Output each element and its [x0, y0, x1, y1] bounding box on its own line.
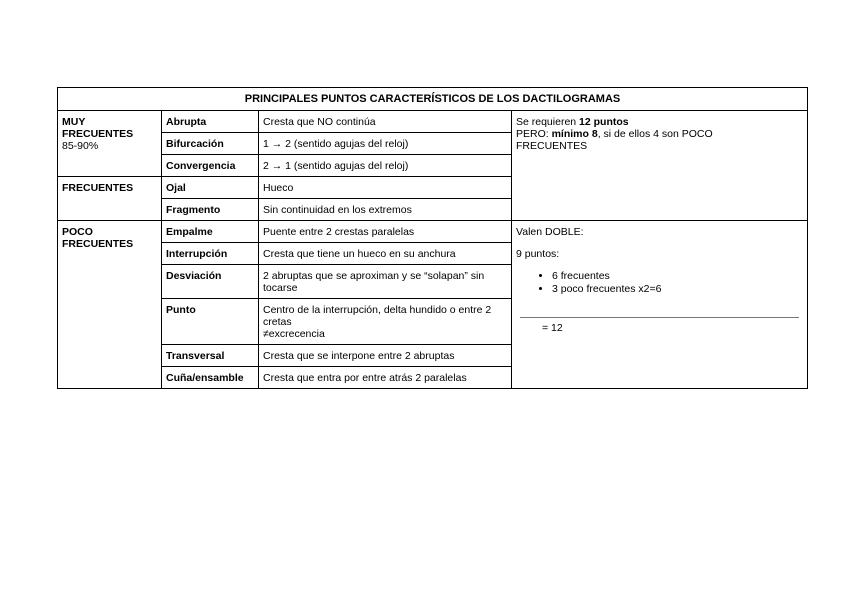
- point-name: Cuña/ensamble: [162, 367, 259, 389]
- group-label-line1: MUY: [62, 116, 86, 128]
- point-description: Hueco: [259, 177, 512, 199]
- point-name: Desviación: [162, 265, 259, 299]
- scoring-list: [516, 270, 803, 295]
- point-name: Punto: [162, 299, 259, 345]
- point-description: Cresta que entra por entre atrás 2 paralelas: [259, 367, 512, 389]
- point-name: Transversal: [162, 345, 259, 367]
- point-name: Ojal: [162, 177, 259, 199]
- table-row: [58, 111, 808, 133]
- note-prefix: Se requieren: [516, 116, 580, 128]
- desc-line: Centro de la interrupción, delta hundido o entre 2: [263, 304, 492, 316]
- title-row: [58, 88, 808, 111]
- sum-divider: [520, 317, 799, 318]
- point-description: Cresta que se interpone entre 2 abruptas: [259, 345, 512, 367]
- note-points: 12 puntos: [579, 116, 629, 128]
- point-name: Abrupta: [162, 111, 259, 133]
- point-description: [259, 299, 512, 345]
- point-name: Convergencia: [162, 155, 259, 177]
- list-item: • 6 frecuentes: [552, 270, 803, 282]
- group-label-line1: POCO: [62, 226, 93, 238]
- point-description: Puente entre 2 crestas paralelas: [259, 221, 512, 243]
- note-line2-rest: , si de ellos 4 son POCO: [597, 128, 713, 140]
- point-description: Sin continuidad en los extremos: [259, 199, 512, 221]
- note-line3: FRECUENTES: [516, 140, 588, 152]
- note-scoring: [512, 221, 808, 389]
- point-name: Empalme: [162, 221, 259, 243]
- point-description: 1 → 2 (sentido agujas del reloj): [259, 133, 512, 155]
- point-description: Cresta que tiene un hueco en su anchura: [259, 243, 512, 265]
- note-scoring-line2: 9 puntos:: [516, 248, 560, 260]
- sum-total: = 12: [542, 322, 563, 334]
- list-item: • 3 poco frecuentes x2=6: [552, 283, 803, 295]
- group-frecuentes: FRECUENTES: [58, 177, 162, 221]
- table-row: [58, 221, 808, 243]
- group-percent: 85-90%: [62, 140, 99, 152]
- table-title: PRINCIPALES PUNTOS CARACTERÍSTICOS DE LOS DACTILOGRAMAS: [58, 88, 808, 111]
- point-description: 2 → 1 (sentido agujas del reloj): [259, 155, 512, 177]
- point-name: Interrupción: [162, 243, 259, 265]
- note-line2-prefix: PERO:: [516, 128, 552, 140]
- group-poco-frecuentes: [58, 221, 162, 389]
- note-scoring-line1: Valen DOBLE:: [516, 226, 584, 238]
- characteristic-points-table: [57, 87, 808, 389]
- point-description: [259, 265, 512, 299]
- group-muy-frecuentes: [58, 111, 162, 177]
- desc-line: tocarse: [263, 282, 298, 294]
- point-name: Bifurcación: [162, 133, 259, 155]
- point-name: Fragmento: [162, 199, 259, 221]
- point-description: Cresta que NO continúa: [259, 111, 512, 133]
- desc-line: 2 abruptas que se aproximan y se “solapan” sin: [263, 270, 485, 282]
- note-minimum: mínimo 8: [551, 128, 598, 140]
- group-label-line2: FRECUENTES: [62, 238, 134, 250]
- note-requirements: [512, 111, 808, 221]
- desc-line: cretas: [263, 316, 292, 328]
- group-label-line2: FRECUENTES: [62, 128, 134, 140]
- desc-line: ≠excrecencia: [263, 328, 325, 340]
